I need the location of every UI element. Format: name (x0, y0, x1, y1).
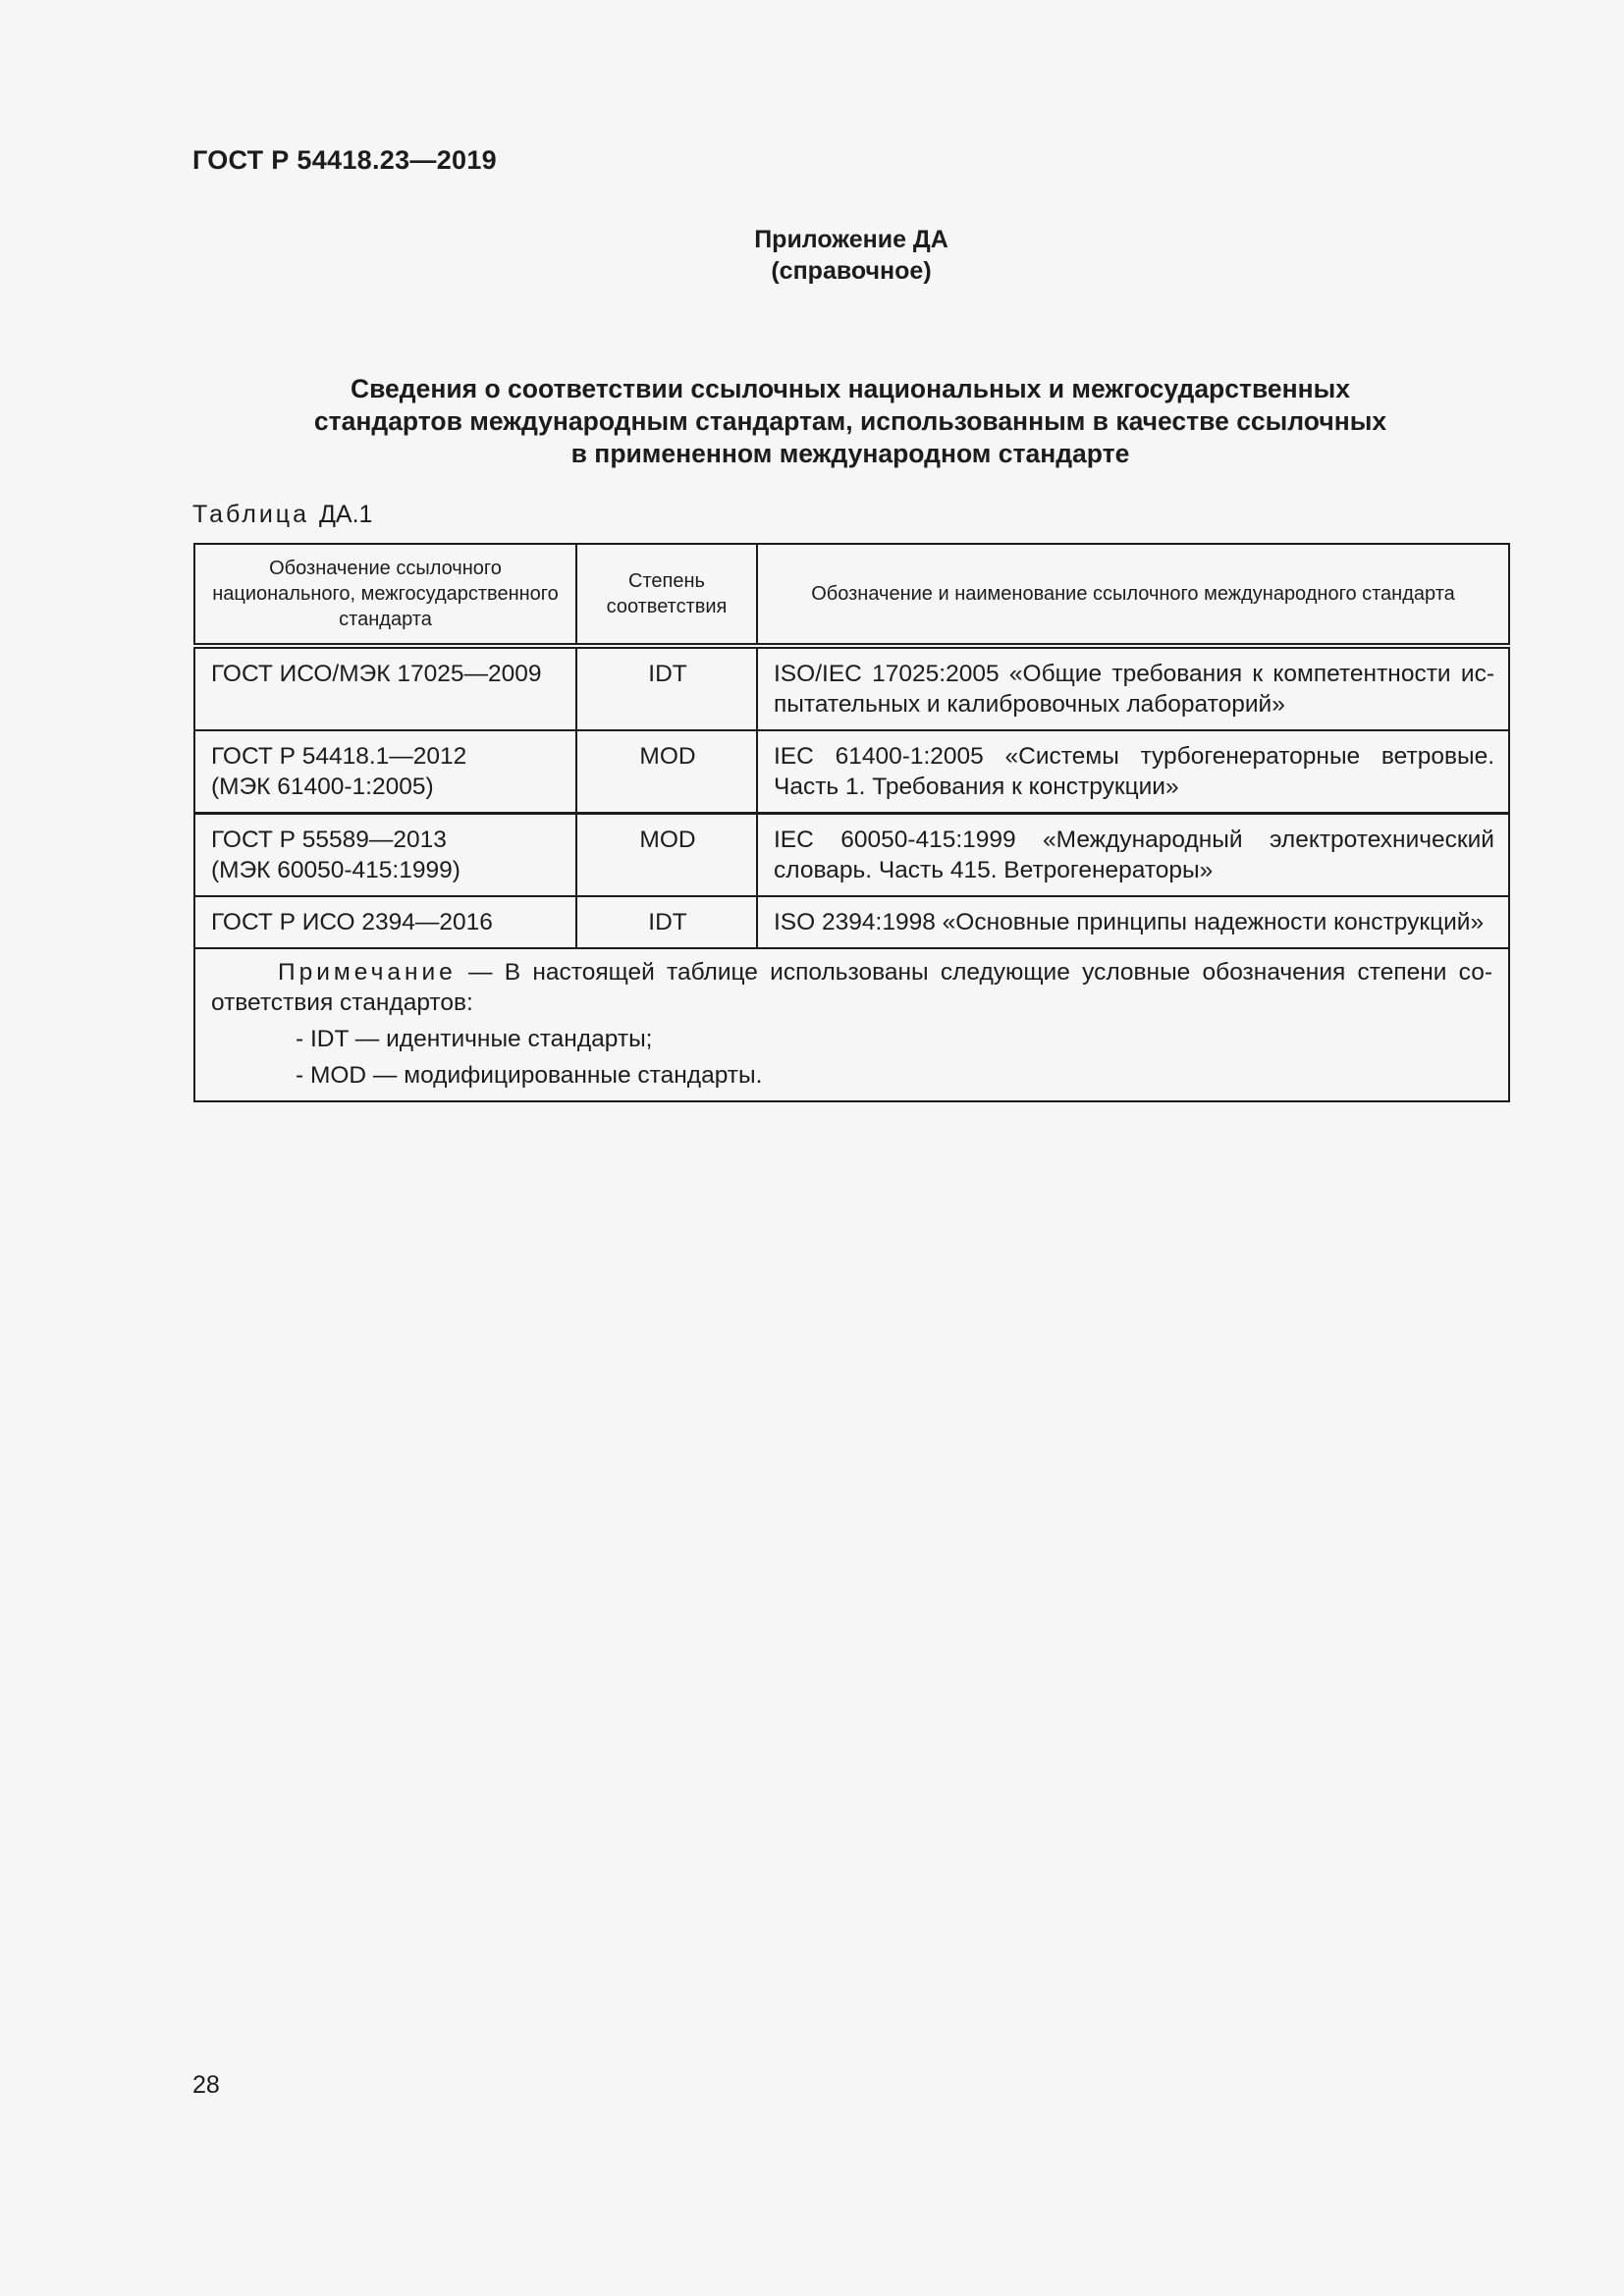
appendix-subtitle: (справочное) (771, 257, 932, 285)
table-caption-number: ДА.1 (318, 501, 373, 528)
national-standard-code: ГОСТ Р 54418.1—2012 (211, 743, 467, 770)
page-number: 28 (192, 2071, 220, 2099)
national-standard-cell (194, 896, 576, 948)
heading-line-2: стандартов международным стандартам, использованным в качестве ссылочных (313, 406, 1387, 436)
table-row (194, 814, 1509, 897)
note-label: Примечание (278, 959, 457, 986)
column-header-degree: Степень соответствия (576, 544, 757, 646)
note-item-idt: - IDT — идентичные стандарты; (296, 1026, 653, 1052)
national-standard-code: ГОСТ Р ИСО 2394—2016 (211, 909, 493, 935)
table-row (194, 896, 1509, 948)
national-standard-code: ГОСТ ИСО/МЭК 17025—2009 (211, 661, 542, 687)
international-standard-cell: ISO/IEC 17025:2005 «Общие требования к компетентности ис-пытательных и калибровочных лабораторий» (757, 646, 1509, 730)
national-standard-equivalent: (МЭК 61400-1:2005) (211, 774, 434, 800)
national-standard-cell (194, 646, 576, 730)
table-note-row (194, 948, 1509, 1101)
international-standard-cell: IEC 61400-1:2005 «Системы турбогенераторные ветровые. Часть 1. Требования к конструкции» (757, 730, 1509, 814)
degree-cell: IDT (576, 646, 757, 730)
table-caption-label: Таблица (192, 501, 310, 528)
section-heading (192, 373, 1508, 470)
international-standard-cell: IEC 60050-415:1999 «Международный электротехнический словарь. Часть 415. Ветрогенераторы» (757, 814, 1509, 897)
national-standard-cell (194, 730, 576, 814)
table-row (194, 646, 1509, 730)
table-row (194, 730, 1509, 814)
note-text (211, 957, 1492, 1018)
table-header-row (194, 544, 1509, 646)
national-standard-code: ГОСТ Р 55589—2013 (211, 827, 447, 853)
appendix-block (0, 224, 1624, 287)
international-standard-cell: ISO 2394:1998 «Основные принципы надежности конструкций» (757, 896, 1509, 948)
note-body: — В настоящей таблице использованы следующие условные обозначения степени со-ответствия стандартов: (211, 959, 1492, 1016)
column-header-international: Обозначение и наименование ссылочного международного стандарта (757, 544, 1509, 646)
document-code: ГОСТ Р 54418.23—2019 (192, 145, 497, 175)
standards-table (193, 543, 1510, 1102)
note-item-mod: - MOD — модифицированные стандарты. (296, 1062, 763, 1089)
appendix-title: Приложение ДА (754, 226, 948, 253)
degree-cell: IDT (576, 896, 757, 948)
column-header-national: Обозначение ссылочного национального, межгосударственного стандарта (194, 544, 576, 646)
degree-cell: MOD (576, 730, 757, 814)
national-standard-cell (194, 814, 576, 897)
degree-cell: MOD (576, 814, 757, 897)
national-standard-equivalent: (МЭК 60050-415:1999) (211, 857, 460, 883)
heading-line-3: в примененном международном стандарте (570, 439, 1130, 468)
table-caption (192, 501, 372, 529)
table-note (194, 948, 1509, 1101)
heading-line-1: Сведения о соответствии ссылочных национальных и межгосударственных (350, 374, 1351, 403)
